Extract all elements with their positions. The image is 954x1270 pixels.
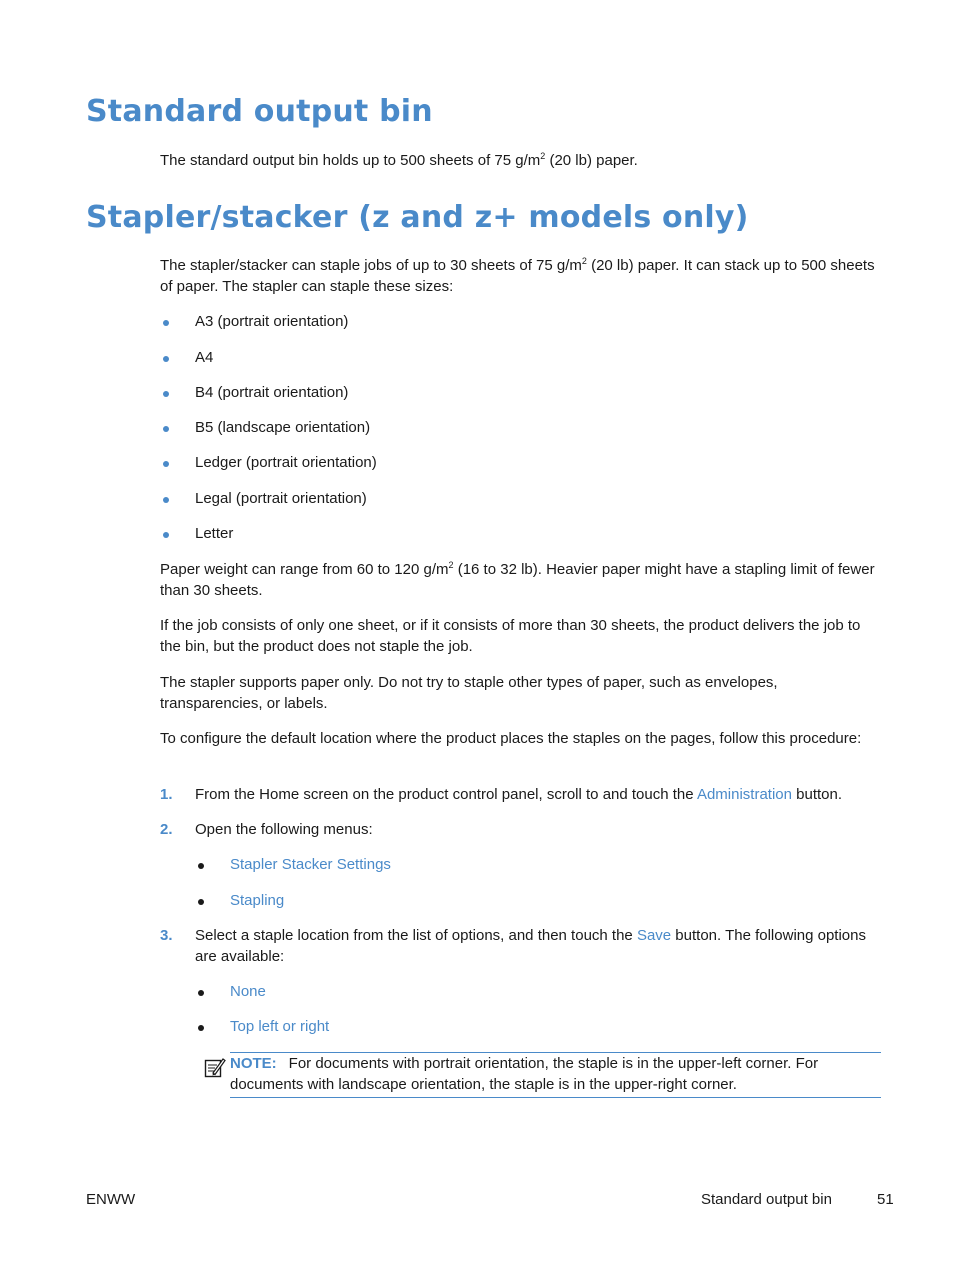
- paragraph-paper-weight: [160, 559, 882, 601]
- superscript: 2: [581, 256, 587, 266]
- list-item-text: A4: [195, 349, 214, 366]
- heading-stapler-stacker: Stapler/stacker (z and z+ models only): [86, 200, 749, 235]
- bullet-icon: [163, 497, 169, 503]
- step-number: 2.: [160, 821, 173, 838]
- note-label: NOTE:: [230, 1055, 277, 1072]
- paragraph-paper-only: The stapler supports paper only. Do not try to staple other types of paper, such as envelopes, transparencies, or labels.: [160, 674, 778, 712]
- bullet-icon: [163, 391, 169, 397]
- bullet-icon: [163, 532, 169, 538]
- text-run: (20 lb) paper.: [545, 152, 638, 169]
- bullet-icon: [198, 863, 204, 869]
- text-run: From the Home screen on the product control panel, scroll to and touch the: [195, 786, 697, 803]
- paragraph-configure: To configure the default location where the product places the staples on the pages, follow this procedure:: [160, 730, 862, 747]
- note-pencil-icon: [204, 1056, 226, 1078]
- list-item-text: Ledger (portrait orientation): [195, 454, 377, 471]
- footer-left: ENWW: [86, 1191, 136, 1208]
- menu-stapler-stacker-settings[interactable]: Stapler Stacker Settings: [230, 856, 391, 873]
- bullet-icon: [198, 1025, 204, 1031]
- note-body: For documents with portrait orientation, the staple is in the upper-left corner. For documents with landscape orientation, the staple is in the upper-right corner.: [230, 1055, 819, 1093]
- list-item-text: B5 (landscape orientation): [195, 419, 371, 436]
- paragraph-job-sheets: If the job consists of only one sheet, or if it consists of more than 30 sheets, the product delivers the job to the bin, but the product does not staple the job.: [160, 617, 861, 655]
- bullet-icon: [198, 990, 204, 996]
- text-run: Paper weight can range from 60 to 120 g/m: [160, 561, 449, 578]
- step-number: 3.: [160, 927, 173, 944]
- option-none[interactable]: None: [230, 983, 266, 1000]
- text-run: button. The following options are available:: [195, 927, 866, 965]
- note-box: [230, 1052, 881, 1098]
- superscript: 2: [448, 560, 454, 570]
- list-item-text: A3 (portrait orientation): [195, 313, 349, 330]
- list-item-text: Letter: [195, 525, 234, 542]
- bullet-icon: [163, 320, 169, 326]
- step-2-text: Open the following menus:: [195, 821, 373, 838]
- superscript: 2: [540, 151, 546, 161]
- text-run: (16 to 32 lb). Heavier paper might have a stapling limit of fewer than 30 sheets.: [160, 561, 875, 599]
- text-run: button.: [792, 786, 843, 803]
- text-run: Select a staple location from the list of options, and then touch the: [195, 927, 637, 944]
- text-run: The stapler/stacker can staple jobs of up to 30 sheets of 75 g/m: [160, 257, 582, 274]
- heading-standard-output-bin: Standard output bin: [86, 94, 433, 129]
- bullet-icon: [163, 426, 169, 432]
- step-number: 1.: [160, 786, 173, 803]
- menu-stapling[interactable]: Stapling: [230, 892, 285, 909]
- footer-section-title: Standard output bin: [701, 1191, 832, 1208]
- text-run: The standard output bin holds up to 500 sheets of 75 g/m: [160, 152, 541, 169]
- note-text: [230, 1053, 881, 1095]
- bullet-icon: [163, 356, 169, 362]
- paragraph-stapler-intro: [160, 255, 882, 297]
- option-top-left-or-right[interactable]: Top left or right: [230, 1018, 330, 1035]
- bullet-icon: [198, 899, 204, 905]
- text-run: (20 lb) paper. It can stack up to 500 sheets of paper. The stapler can staple these sizes:: [160, 257, 875, 295]
- administration-button-ref[interactable]: Administration: [696, 786, 792, 803]
- save-button-ref[interactable]: Save: [636, 927, 672, 944]
- step-3-text: [195, 925, 875, 967]
- bullet-icon: [163, 461, 169, 467]
- list-item-text: Legal (portrait orientation): [195, 490, 367, 507]
- paragraph-standard-capacity: [160, 150, 882, 171]
- list-item-text: B4 (portrait orientation): [195, 384, 349, 401]
- page-number: 51: [877, 1191, 894, 1208]
- step-1-text: [195, 784, 895, 805]
